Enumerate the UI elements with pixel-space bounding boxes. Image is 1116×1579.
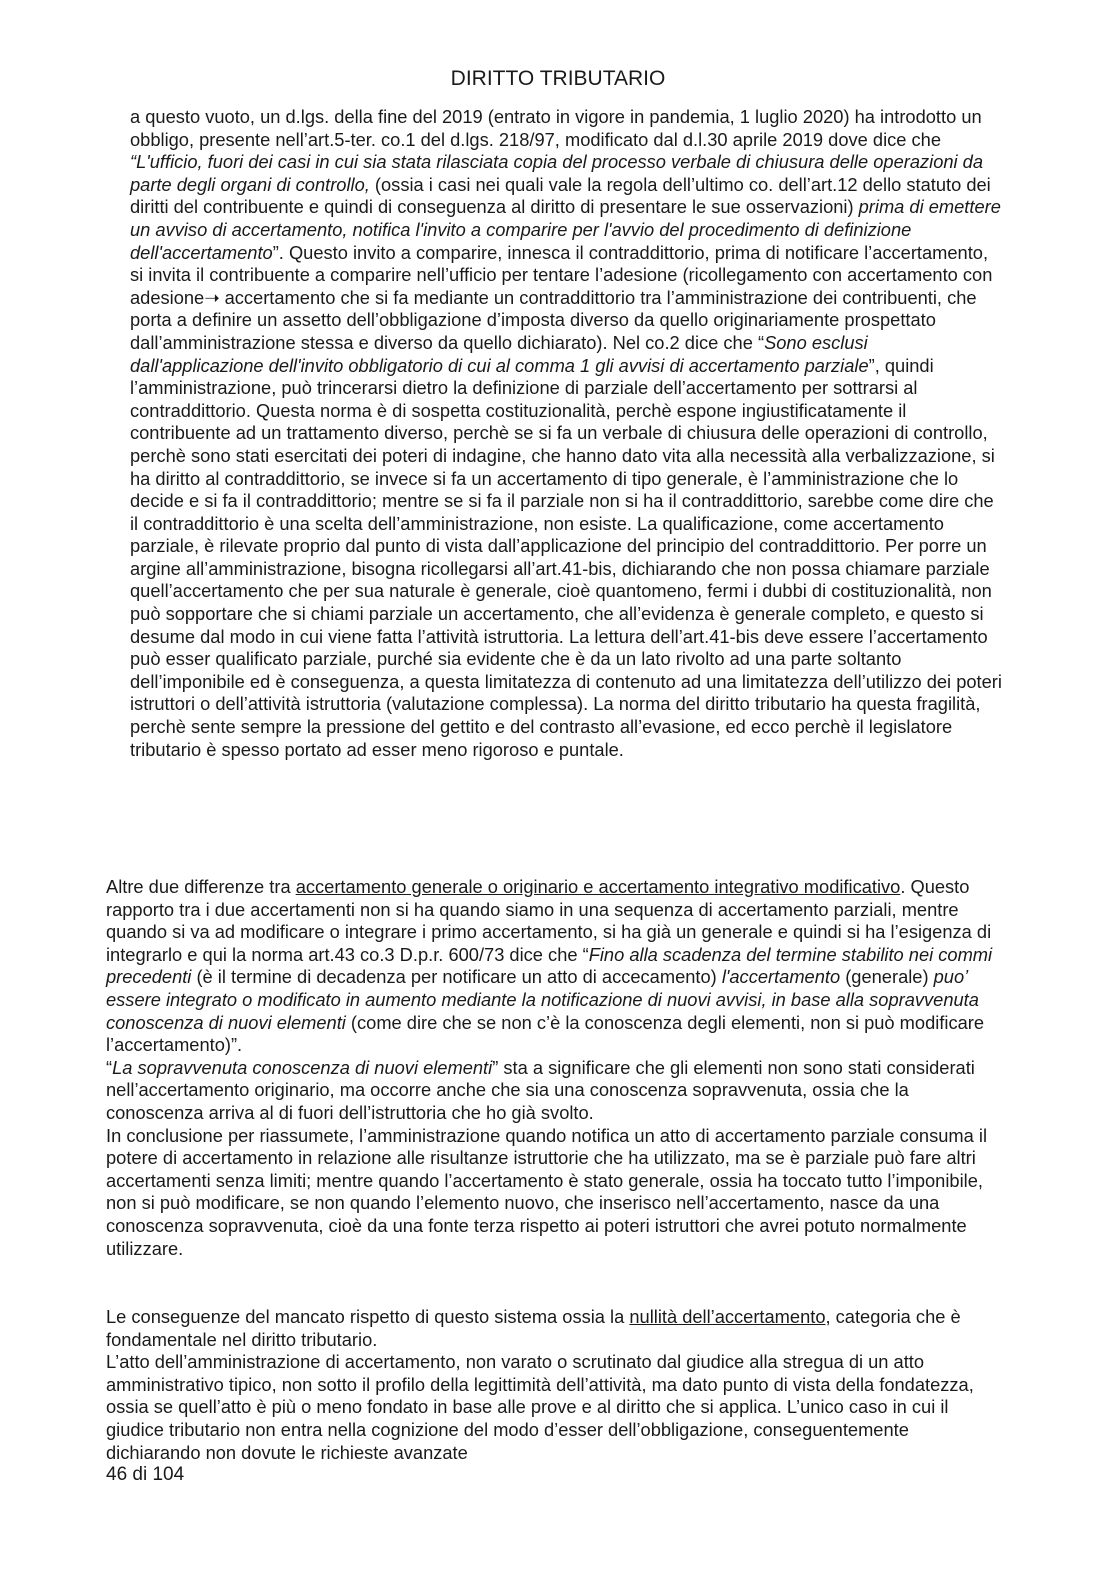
paragraph (106, 1125, 1006, 1261)
paragraph (106, 876, 1006, 1057)
page-number: 46 di 104 (106, 1464, 185, 1485)
text-run: (generale) (840, 966, 934, 988)
page-header-title: DIRITTO TRIBUTARIO (450, 67, 666, 90)
text-run: ” sta a significare che gli elementi non sono stati considerati nell’accertamento originario, ma occorre anche che sia una conoscenza sopravvenuta, ossia che la conoscenza arriva al di fuori dell’istruttoria che ho già svolto. (106, 1056, 975, 1123)
text-run: , categoria che è fondamentale nel diritto tributario. (106, 1306, 961, 1350)
paragraph (106, 1306, 1006, 1351)
quote-italic: “L'ufficio, fuori dei casi in cui sia stata rilasciata copia del processo verbale di chiusura delle operazioni da parte degli organi di controllo, (130, 151, 984, 195)
paragraph (130, 106, 1006, 761)
paragraph (106, 1057, 1006, 1125)
quote-italic: Fino alla scadenza del termine stabilito nei commi precedenti (106, 943, 993, 988)
text-run: Altre due differenze tra (106, 876, 296, 897)
text-run: L’atto dell’amministrazione di accertamento, non varato o scrutinato dal giudice alla stregua di un atto amministrativo tipico, non sotto il profilo della legittimità dell’attività, ma dato punto di vista della fondatezza, ossia se quell’atto è più o meno fondato in base alle prove e al diritto che si applica. L’unico caso in cui il giudice tributario non entra nella cognizione del modo d’esser dell’obbligazione, conseguentemente dichiarando non dovute le richieste avanzate (106, 1351, 974, 1463)
text-run: . Questo rapporto tra i due accertamenti non si ha quando siamo in una sequenza di accertamento parziali, mentre quando si va ad modificare o integrare i primo accertamento, si ha già un generale e quindi si ha l’esigenza di integrarlo e qui la norma art.43 co.3 D.p.r. 600/73 dice che “ (106, 876, 992, 965)
underlined-heading: accertamento generale o originario e accertamento integrativo modificativo (295, 876, 901, 897)
text-run: (come dire che se non c’è la conoscenza degli elementi, non si può modificare l’accertamento)”. (106, 1011, 985, 1056)
text-run: a questo vuoto, un d.lgs. della fine del 2019 (entrato in vigore in pandemia, 1 luglio 2020) ha introdotto un obbligo, presente nell’art.5-ter. co.1 del d.lgs. 218/97, modificato dal d.l.30 aprile 2019 dove dice che (130, 106, 982, 150)
body-block-2 (106, 876, 1006, 1260)
quote-italic: l'accertamento (721, 966, 841, 988)
text-run: ”. Questo invito a comparire, innesca il contraddittorio, prima di notificare l’accertamento, si invita il contribuente a comparire nell’ufficio per tentare l’adesione (ricollegamento con accertamento con adesione➝ accertamento che si fa mediante un contraddittorio tra l’amministrazione dei contribuenti, che porta a definire un assetto dell’obbligazione d’imposta diverso da quello originariamente prospettato dall’amministrazione stessa e diverso da quello dichiarato). Nel co.2 dice che “ (130, 241, 993, 353)
quote-italic: prima di emettere un avviso di accertamento, notifica l'invito a comparire per l'avvio del procedimento di definizione dell'accertamento (130, 196, 1001, 263)
underlined-term: nullità dell’accertamento (629, 1306, 826, 1327)
paragraph (106, 1351, 1006, 1464)
text-run: ”, quindi l’amministrazione, può trincerarsi dietro la definizione di parziale dell’accertamento per sottrarsi al contraddittorio. Questa norma è di sospetta costituzionalità, perchè espone ingiustificatamente il contribuente ad un trattamento diverso, perchè se si fa un verbale di chiusura delle operazioni di controllo, perchè sono stati esercitati dei poteri di indagine, che hanno dato vita alla necessità alla verbalizzazione, si ha diritto al contraddittorio, se invece si fa un accertamento di tipo generale, è l’amministrazione che lo decide e si fa il contraddittorio; mentre se si fa il parziale non si ha il contraddittorio, sarebbe come dire che il contraddittorio è una scelta dell’amministrazione, non esiste. La qualificazione, come accertamento parziale, è rilevate proprio dal punto di vista dall’applicazione del principio del contraddittorio. Per porre un argine all’amministrazione, bisogna ricollegarsi all’art.41-bis, dichiarando che non possa chiamare parziale quell’accertamento che per sua naturale è generale, cioè quantomeno, fermi i dubbi di costituzionalità, non può sopportare che si chiami parziale un accertamento, che all’evidenza è generale completo, e questo si desume dal modo in cui viene fatta l’attività istruttoria. La lettura dell’art.41-bis deve essere l’accertamento può esser qualificato parziale, purché sia evidente che è da un lato rivolto ad una parte soltanto dell’imponibile ed è conseguenza, a questa limitatezza di contenuto ad una limitatezza dell’utilizzo dei poteri istruttori o dell’attività istruttoria (valutazione complessa). La norma del diritto tributario ha questa fragilità, perchè sente sempre la pressione del gettito e del contrasto all’evasione, ed ecco perchè il legislatore tributario è spesso portato ad esser meno rigoroso e puntale. (130, 354, 1002, 760)
body-block-3 (106, 1306, 1006, 1464)
quote-italic: Sono esclusi dall'applicazione dell'invito obbligatorio di cui al comma 1 gli avvisi di accertamento parziale (130, 331, 869, 376)
text-run: Le conseguenze del mancato rispetto di questo sistema ossia la (106, 1306, 630, 1327)
body-block-1 (130, 106, 1006, 761)
text-run: In conclusione per riassumete, l’amministrazione quando notifica un atto di accertamento parziale consuma il potere di accertamento in relazione alle risultanze istruttorie che ha utilizzato, ma se è parziale può fare altri accertamenti senza limiti; mentre quando l’accertamento è stato generale, ossia ha toccato tutto l’imponibile, non si può modificare, se non quando l’elemento nuovo, che inserisco nell’accertamento, nasce da una conoscenza sopravvenuta, cioè da una fonte terza rispetto ai poteri istruttori che avrei potuto normalmente utilizzare. (106, 1124, 988, 1259)
text-run: (è il termine di decadenza per notificare un atto di accecamento) (191, 966, 722, 988)
text-run: (ossia i casi nei quali vale la regola dell’ultimo co. dell’art.12 dello statuto dei diritti del contribuente e quindi di conseguenza al diritto di presentare le sue osservazioni) (130, 173, 991, 218)
quote-italic: La sopravvenuta conoscenza di nuovi elementi (112, 1056, 493, 1078)
quote-italic: puo’ essere integrato o modificato in aumento mediante la notificazione di nuovi avvisi, in base alla sopravvenuta conoscenza di nuovi elementi (106, 966, 979, 1033)
text-run: “ (106, 1056, 113, 1078)
